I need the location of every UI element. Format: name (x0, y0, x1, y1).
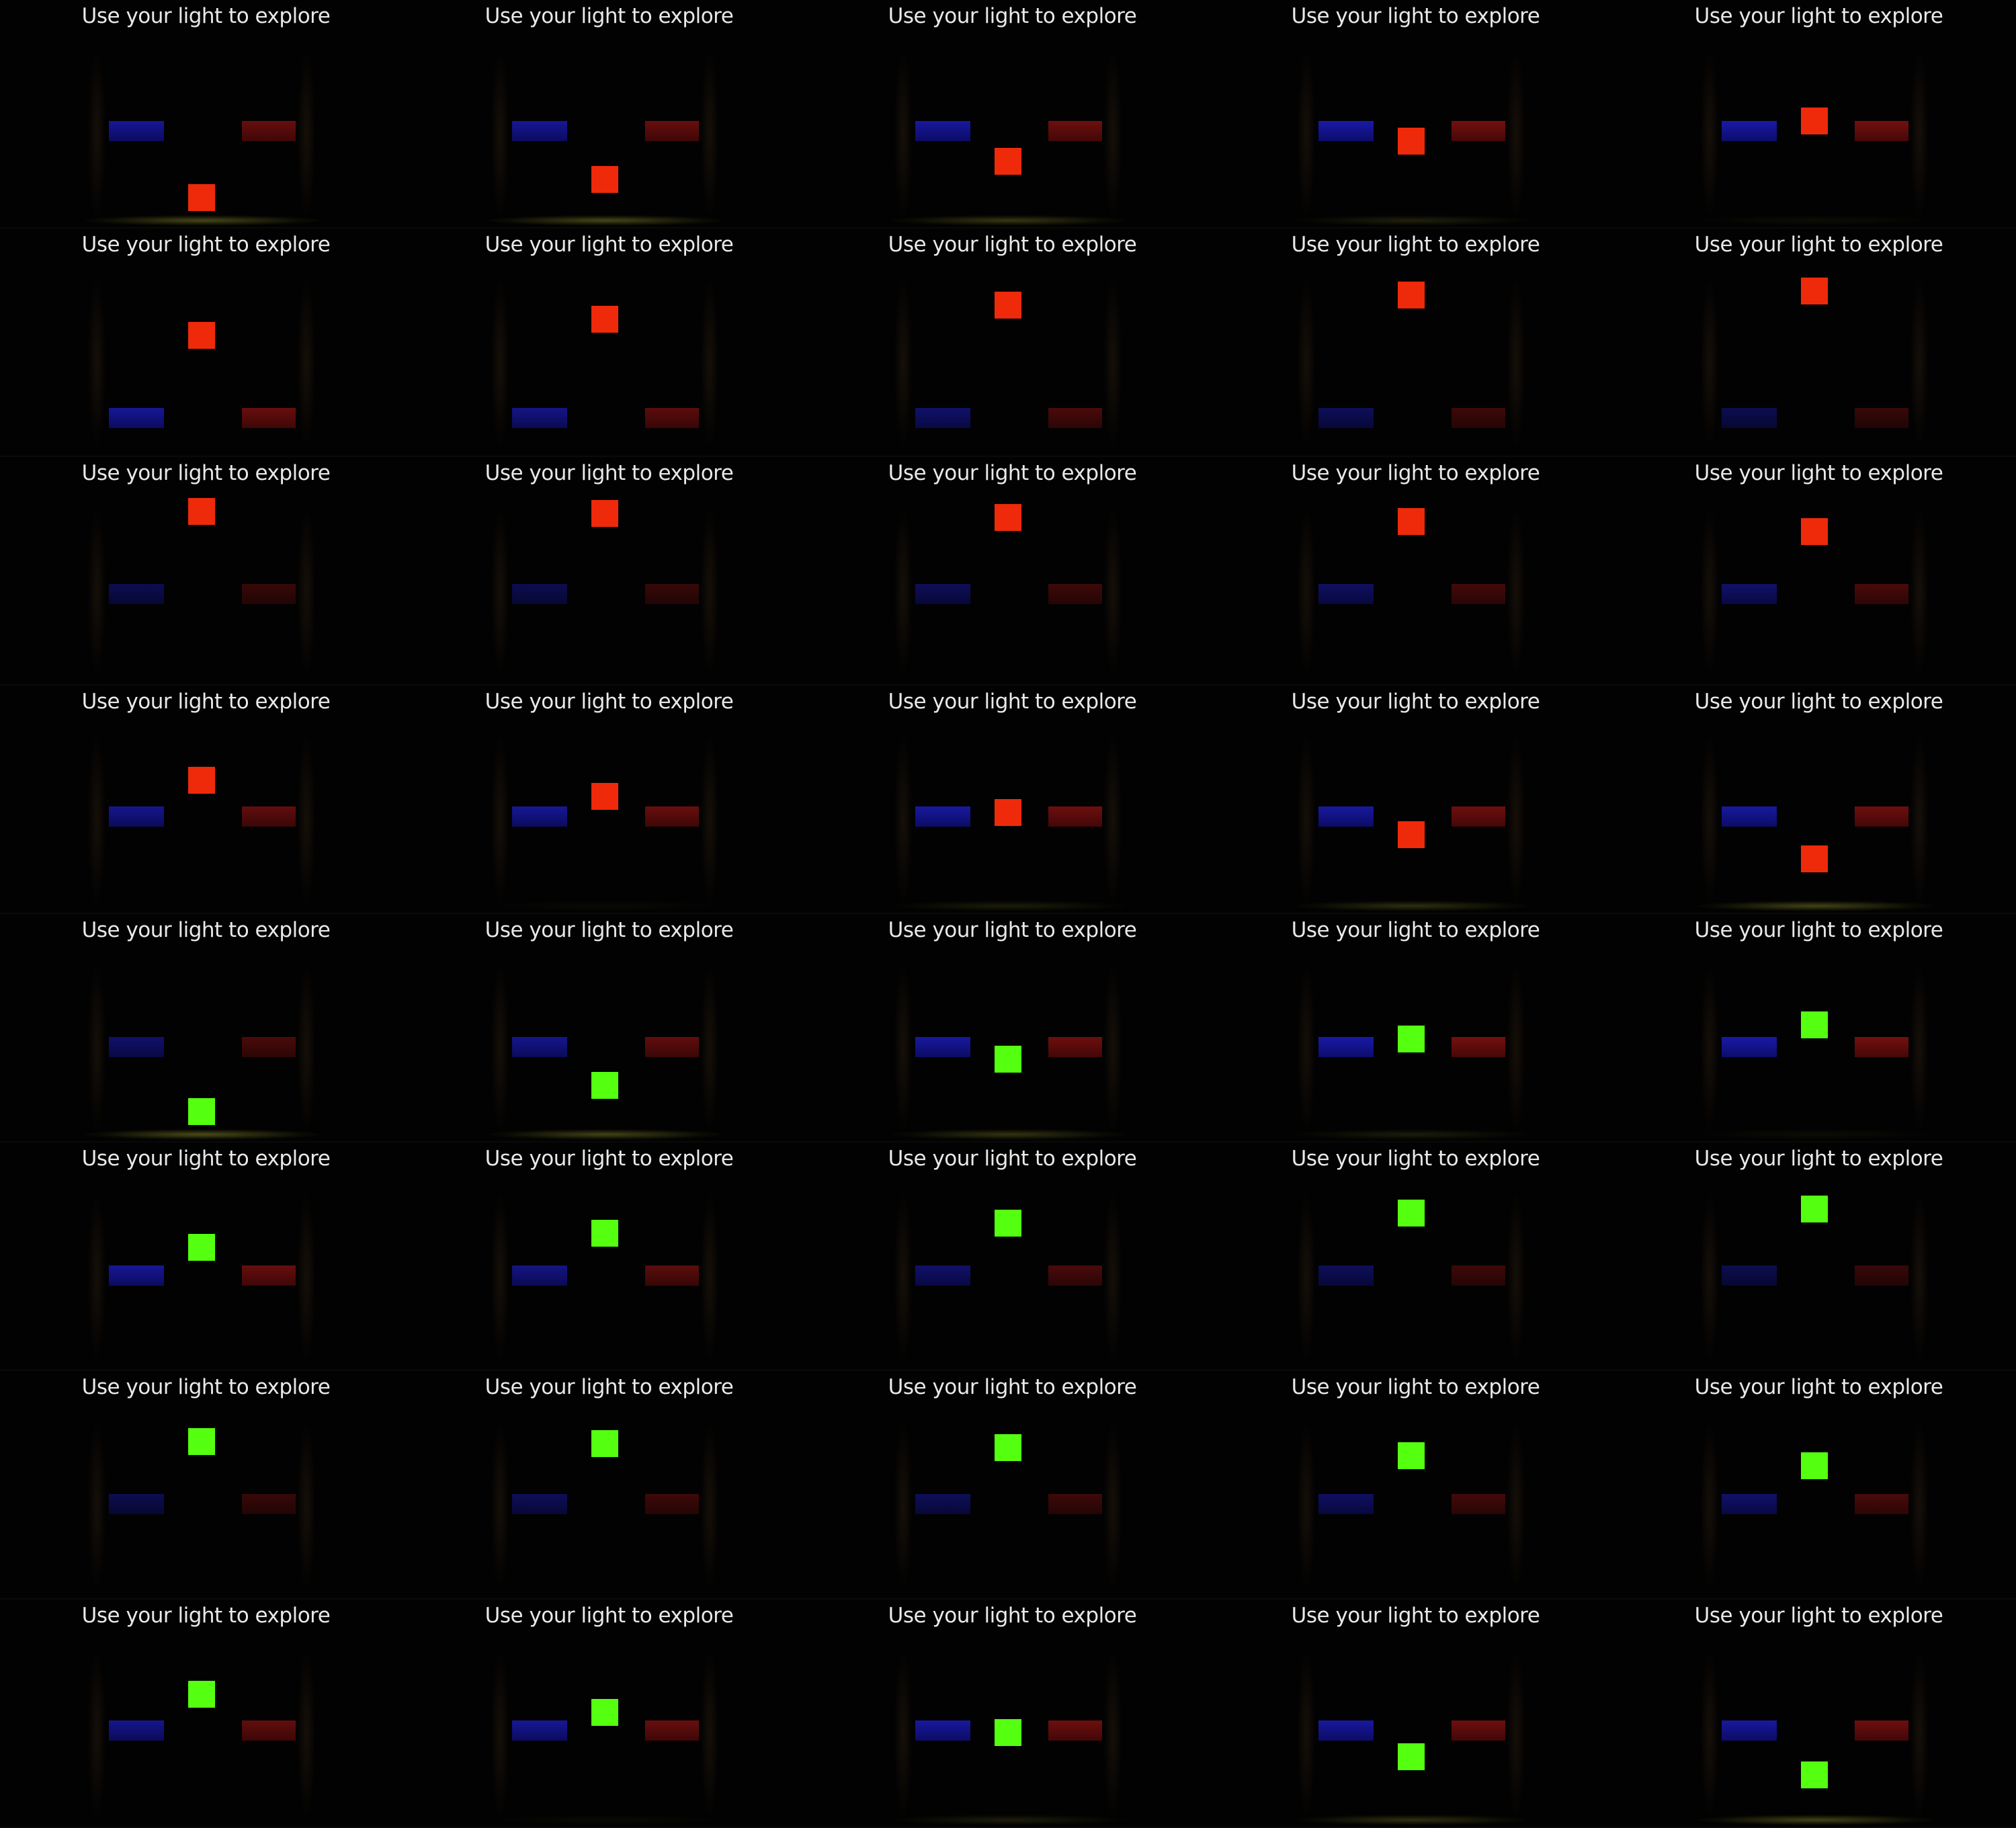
cave-wall-left (491, 1190, 509, 1364)
game-frame (403, 1600, 806, 1828)
game-frame (1613, 1142, 2016, 1371)
blue-platform (512, 1037, 567, 1057)
red-platform (645, 121, 699, 141)
blue-platform (915, 1037, 970, 1057)
cave-wall-right (700, 1190, 719, 1364)
hint-text: Use your light to explore (81, 1604, 331, 1628)
red-platform (1855, 1265, 1908, 1286)
game-frame (0, 686, 403, 914)
red-player-cube (188, 767, 215, 794)
blue-platform (915, 806, 970, 827)
red-platform (242, 1720, 296, 1741)
red-platform (1048, 806, 1102, 827)
cave-wall-right (1910, 1647, 1929, 1821)
red-platform (1452, 1037, 1505, 1057)
blue-platform (109, 408, 164, 428)
game-frame (806, 686, 1210, 914)
lit-floor (85, 1129, 320, 1140)
cave-wall-right (1103, 961, 1122, 1136)
cave-wall-left (491, 1647, 509, 1821)
lit-floor (1294, 1129, 1529, 1140)
blue-platform (915, 121, 970, 141)
hint-text: Use your light to explore (1694, 4, 1943, 28)
lit-floor (1294, 215, 1529, 226)
game-frame (1613, 0, 2016, 229)
red-player-cube (188, 184, 215, 211)
game-frame (1613, 457, 2016, 686)
hint-text: Use your light to explore (1694, 461, 1943, 485)
red-platform (1048, 1494, 1102, 1514)
red-platform (1452, 584, 1505, 604)
blue-platform (1722, 121, 1777, 141)
cave-wall-right (297, 504, 316, 679)
blue-platform (1318, 1265, 1374, 1286)
red-platform (1048, 1037, 1102, 1057)
lit-floor (85, 215, 320, 226)
game-frame (403, 1371, 806, 1600)
game-frame (403, 229, 806, 457)
red-platform (645, 408, 699, 428)
blue-platform (512, 1265, 567, 1286)
lit-floor (1697, 1815, 1933, 1825)
cave-wall-right (700, 1647, 719, 1821)
red-platform (242, 1494, 296, 1514)
game-frame (1210, 914, 1613, 1142)
game-frame (1613, 1600, 2016, 1828)
red-platform (1048, 584, 1102, 604)
cave-wall-left (491, 1418, 509, 1593)
cave-wall-left (894, 47, 913, 222)
game-frame (1613, 914, 2016, 1142)
red-platform (1855, 408, 1908, 428)
red-player-cube (591, 783, 618, 810)
game-frame (403, 0, 806, 229)
game-frame (403, 457, 806, 686)
hint-text: Use your light to explore (888, 1375, 1137, 1399)
red-player-cube (1398, 128, 1425, 155)
hint-text: Use your light to explore (81, 461, 331, 485)
red-platform (1855, 1720, 1908, 1741)
green-player-cube (591, 1699, 618, 1726)
cave-wall-left (491, 504, 509, 679)
game-frame (0, 1600, 403, 1828)
cave-wall-left (87, 733, 106, 907)
cave-wall-right (1103, 1190, 1122, 1364)
game-frame (806, 1600, 1210, 1828)
green-player-cube (1398, 1743, 1425, 1770)
red-platform (1855, 1494, 1908, 1514)
game-frame (403, 914, 806, 1142)
hint-text: Use your light to explore (888, 233, 1137, 257)
hint-text: Use your light to explore (1694, 918, 1943, 942)
lit-floor (488, 1815, 723, 1825)
blue-platform (512, 1494, 567, 1514)
blue-platform (1722, 584, 1777, 604)
cave-wall-right (700, 1418, 719, 1593)
cave-wall-left (1297, 1647, 1316, 1821)
lit-floor (1697, 1129, 1933, 1140)
green-player-cube (188, 1098, 215, 1125)
cave-wall-right (1507, 1647, 1525, 1821)
game-frame (1613, 1371, 2016, 1600)
hint-text: Use your light to explore (81, 1147, 331, 1171)
game-frame (1210, 0, 1613, 229)
cave-wall-right (1910, 961, 1929, 1136)
game-frame (0, 0, 403, 229)
lit-floor (1294, 901, 1529, 911)
blue-platform (1318, 121, 1374, 141)
blue-platform (512, 1720, 567, 1741)
red-platform (1452, 806, 1505, 827)
green-player-cube (591, 1430, 618, 1457)
hint-text: Use your light to explore (485, 1604, 734, 1628)
blue-platform (1318, 806, 1374, 827)
blue-platform (1722, 806, 1777, 827)
red-player-cube (1398, 282, 1425, 308)
cave-wall-right (700, 733, 719, 907)
hint-text: Use your light to explore (81, 690, 331, 714)
blue-platform (512, 408, 567, 428)
lit-floor (891, 901, 1126, 911)
hint-text: Use your light to explore (1291, 4, 1540, 28)
lit-floor (1294, 1815, 1529, 1825)
game-frame (1210, 1142, 1613, 1371)
blue-platform (915, 1265, 970, 1286)
blue-platform (512, 806, 567, 827)
red-platform (1048, 1720, 1102, 1741)
red-player-cube (188, 322, 215, 349)
red-player-cube (1801, 108, 1828, 134)
blue-platform (915, 408, 970, 428)
cave-wall-left (491, 733, 509, 907)
blue-platform (1318, 1494, 1374, 1514)
green-player-cube (188, 1234, 215, 1261)
blue-platform (1318, 584, 1374, 604)
hint-text: Use your light to explore (1694, 1604, 1943, 1628)
hint-text: Use your light to explore (1291, 1147, 1540, 1171)
blue-platform (1722, 1265, 1777, 1286)
blue-platform (915, 584, 970, 604)
green-player-cube (1801, 1011, 1828, 1038)
hint-text: Use your light to explore (1694, 690, 1943, 714)
red-platform (645, 1720, 699, 1741)
green-player-cube (188, 1428, 215, 1455)
blue-platform (512, 584, 567, 604)
green-player-cube (1801, 1761, 1828, 1788)
cave-wall-right (297, 47, 316, 222)
lit-floor (891, 215, 1126, 226)
red-player-cube (1398, 508, 1425, 535)
red-platform (242, 806, 296, 827)
cave-wall-right (700, 504, 719, 679)
cave-wall-left (1700, 733, 1719, 907)
cave-wall-left (491, 47, 509, 222)
cave-wall-left (87, 1647, 106, 1821)
red-platform (1452, 1265, 1505, 1286)
cave-wall-right (1910, 1418, 1929, 1593)
cave-wall-right (1507, 733, 1525, 907)
cave-wall-left (894, 961, 913, 1136)
cave-wall-right (1103, 504, 1122, 679)
cave-wall-left (1700, 47, 1719, 222)
red-player-cube (1801, 518, 1828, 545)
cave-wall-right (1910, 1190, 1929, 1364)
cave-wall-right (1507, 504, 1525, 679)
lit-floor (488, 901, 723, 911)
cave-wall-left (894, 733, 913, 907)
blue-platform (109, 584, 164, 604)
cave-wall-left (87, 1190, 106, 1364)
hint-text: Use your light to explore (485, 1147, 734, 1171)
lit-floor (891, 1129, 1126, 1140)
cave-wall-right (1910, 733, 1929, 907)
cave-wall-left (1700, 276, 1719, 450)
hint-text: Use your light to explore (485, 233, 734, 257)
red-platform (1855, 121, 1908, 141)
cave-wall-left (87, 276, 106, 450)
hint-text: Use your light to explore (81, 233, 331, 257)
game-frame (0, 1142, 403, 1371)
cave-wall-left (894, 1190, 913, 1364)
red-player-cube (995, 292, 1021, 319)
green-player-cube (995, 1210, 1021, 1237)
game-frame (1210, 229, 1613, 457)
hint-text: Use your light to explore (485, 4, 734, 28)
red-platform (1048, 408, 1102, 428)
game-frame (806, 229, 1210, 457)
blue-platform (109, 806, 164, 827)
game-frame (1210, 457, 1613, 686)
cave-wall-right (297, 1190, 316, 1364)
red-player-cube (1801, 845, 1828, 872)
cave-wall-right (700, 276, 719, 450)
cave-wall-left (491, 961, 509, 1136)
green-player-cube (995, 1046, 1021, 1073)
hint-text: Use your light to explore (888, 4, 1137, 28)
red-platform (242, 121, 296, 141)
red-platform (645, 1494, 699, 1514)
hint-text: Use your light to explore (485, 690, 734, 714)
cave-wall-left (1297, 1418, 1316, 1593)
cave-wall-right (1910, 504, 1929, 679)
cave-wall-left (1700, 1647, 1719, 1821)
green-player-cube (1801, 1452, 1828, 1479)
hint-text: Use your light to explore (888, 1147, 1137, 1171)
lit-floor (891, 1815, 1126, 1825)
cave-wall-left (87, 47, 106, 222)
red-player-cube (995, 799, 1021, 826)
blue-platform (915, 1720, 970, 1741)
red-platform (1452, 121, 1505, 141)
cave-wall-right (1103, 276, 1122, 450)
cave-wall-right (297, 1647, 316, 1821)
blue-platform (512, 121, 567, 141)
game-frame (1613, 229, 2016, 457)
blue-platform (1318, 1720, 1374, 1741)
blue-platform (109, 121, 164, 141)
cave-wall-left (1297, 504, 1316, 679)
cave-wall-right (1103, 733, 1122, 907)
cave-wall-right (297, 733, 316, 907)
cave-wall-left (1700, 961, 1719, 1136)
game-frame (403, 686, 806, 914)
hint-text: Use your light to explore (888, 1604, 1137, 1628)
red-player-cube (1398, 821, 1425, 848)
red-platform (1452, 1494, 1505, 1514)
cave-wall-left (1297, 733, 1316, 907)
hint-text: Use your light to explore (485, 918, 734, 942)
hint-text: Use your light to explore (1291, 461, 1540, 485)
game-frame (806, 1142, 1210, 1371)
game-frame (403, 1142, 806, 1371)
red-platform (1855, 1037, 1908, 1057)
game-frame (0, 229, 403, 457)
lit-floor (488, 215, 723, 226)
blue-platform (109, 1037, 164, 1057)
lit-floor (1697, 215, 1933, 226)
game-frame (806, 1371, 1210, 1600)
hint-text: Use your light to explore (81, 1375, 331, 1399)
hint-text: Use your light to explore (1694, 233, 1943, 257)
red-platform (1452, 1720, 1505, 1741)
blue-platform (915, 1494, 970, 1514)
red-platform (645, 584, 699, 604)
green-player-cube (1398, 1026, 1425, 1052)
cave-wall-left (491, 276, 509, 450)
hint-text: Use your light to explore (485, 461, 734, 485)
blue-platform (1722, 1494, 1777, 1514)
red-player-cube (1801, 278, 1828, 304)
blue-platform (1318, 408, 1374, 428)
red-platform (645, 1037, 699, 1057)
cave-wall-right (700, 47, 719, 222)
hint-text: Use your light to explore (1291, 918, 1540, 942)
game-frame (806, 457, 1210, 686)
cave-wall-right (1507, 276, 1525, 450)
game-frame (1210, 1371, 1613, 1600)
cave-wall-right (297, 961, 316, 1136)
lit-floor (1697, 901, 1933, 911)
green-player-cube (188, 1681, 215, 1708)
lit-floor (488, 1129, 723, 1140)
hint-text: Use your light to explore (888, 461, 1137, 485)
cave-wall-right (1910, 47, 1929, 222)
cave-wall-right (1910, 276, 1929, 450)
hint-text: Use your light to explore (888, 690, 1137, 714)
game-frame (0, 1371, 403, 1600)
cave-wall-right (1103, 1418, 1122, 1593)
hint-text: Use your light to explore (1291, 690, 1540, 714)
blue-platform (1722, 1720, 1777, 1741)
red-player-cube (591, 500, 618, 527)
blue-platform (1722, 1037, 1777, 1057)
cave-wall-left (894, 1647, 913, 1821)
blue-platform (1722, 408, 1777, 428)
red-platform (1855, 584, 1908, 604)
hint-text: Use your light to explore (1291, 1604, 1540, 1628)
hint-text: Use your light to explore (1291, 1375, 1540, 1399)
cave-wall-left (1297, 1190, 1316, 1364)
cave-wall-left (894, 504, 913, 679)
red-player-cube (188, 498, 215, 525)
game-frame (1613, 686, 2016, 914)
red-platform (242, 1037, 296, 1057)
cave-wall-right (1507, 1418, 1525, 1593)
green-player-cube (1801, 1196, 1828, 1222)
game-frame (806, 914, 1210, 1142)
blue-platform (109, 1720, 164, 1741)
cave-wall-right (297, 1418, 316, 1593)
red-platform (242, 408, 296, 428)
cave-wall-right (297, 276, 316, 450)
blue-platform (109, 1265, 164, 1286)
red-platform (1048, 1265, 1102, 1286)
cave-wall-left (894, 276, 913, 450)
cave-wall-left (894, 1418, 913, 1593)
hint-text: Use your light to explore (81, 918, 331, 942)
blue-platform (1318, 1037, 1374, 1057)
game-frame (1210, 1600, 1613, 1828)
hint-text: Use your light to explore (1291, 233, 1540, 257)
green-player-cube (591, 1220, 618, 1247)
cave-wall-left (87, 961, 106, 1136)
cave-wall-right (1507, 47, 1525, 222)
cave-wall-left (1700, 1190, 1719, 1364)
game-frame (806, 0, 1210, 229)
green-player-cube (591, 1072, 618, 1099)
cave-wall-left (1297, 47, 1316, 222)
hint-text: Use your light to explore (1694, 1375, 1943, 1399)
red-platform (1855, 806, 1908, 827)
cave-wall-left (1297, 276, 1316, 450)
green-player-cube (995, 1434, 1021, 1461)
game-frame (0, 914, 403, 1142)
cave-wall-right (1507, 961, 1525, 1136)
blue-platform (109, 1494, 164, 1514)
cave-wall-left (87, 504, 106, 679)
hint-text: Use your light to explore (1694, 1147, 1943, 1171)
red-player-cube (995, 148, 1021, 175)
red-platform (242, 584, 296, 604)
cave-wall-right (700, 961, 719, 1136)
red-player-cube (995, 504, 1021, 531)
game-frame (1210, 686, 1613, 914)
cave-wall-right (1507, 1190, 1525, 1364)
red-platform (1452, 408, 1505, 428)
cave-wall-right (1103, 1647, 1122, 1821)
hint-text: Use your light to explore (888, 918, 1137, 942)
hint-text: Use your light to explore (485, 1375, 734, 1399)
green-player-cube (995, 1719, 1021, 1746)
cave-wall-left (1700, 1418, 1719, 1593)
red-platform (242, 1265, 296, 1286)
cave-wall-left (1297, 961, 1316, 1136)
hint-text: Use your light to explore (81, 4, 331, 28)
game-frame (0, 457, 403, 686)
red-platform (645, 1265, 699, 1286)
green-player-cube (1398, 1200, 1425, 1227)
red-platform (645, 806, 699, 827)
cave-wall-right (1103, 47, 1122, 222)
red-player-cube (591, 166, 618, 193)
cave-wall-left (87, 1418, 106, 1593)
green-player-cube (1398, 1442, 1425, 1469)
red-platform (1048, 121, 1102, 141)
red-player-cube (591, 306, 618, 333)
cave-wall-left (1700, 504, 1719, 679)
